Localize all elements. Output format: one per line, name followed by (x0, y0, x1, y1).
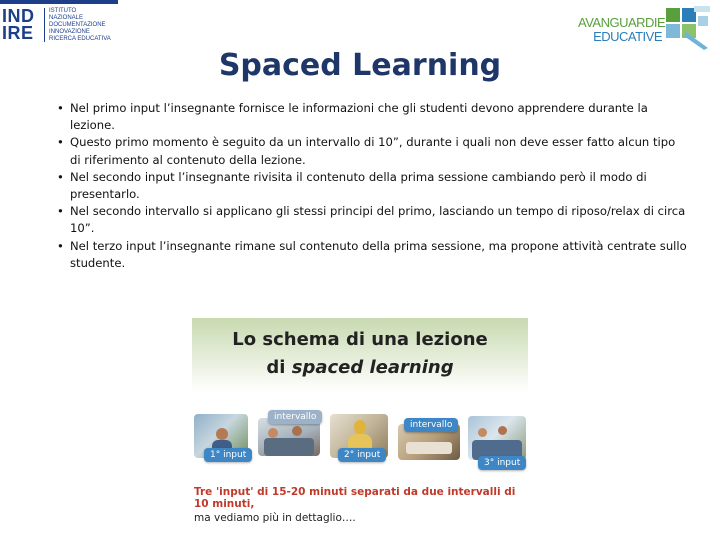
avanguardie-logo-line-1: AVANGUARDIE (578, 15, 666, 30)
indire-mark-line-2: IRE (2, 23, 34, 43)
avanguardie-emblem-icon (664, 4, 714, 54)
bullet-item (57, 100, 687, 134)
indire-text-line-5: RICERCA EDUCATIVA (49, 36, 111, 42)
bullet-glyph: • (57, 204, 64, 219)
bullet-text: Nel secondo intervallo si applicano gli stessi principi del primo, lasciando un tempo di riposo/relax di circa 10”. (70, 204, 686, 236)
logo-top-bar (0, 0, 118, 4)
indire-text-line-1: ISTITUTO (49, 8, 77, 14)
bullet-item (57, 203, 687, 237)
bullet-item (57, 238, 687, 272)
slide-title: Spaced Learning (218, 48, 502, 83)
indire-text-line-3: DOCUMENTAZIONE (49, 22, 106, 28)
bullet-glyph: • (57, 238, 64, 253)
bullet-text: Nel secondo input l’insegnante rivisita il contenuto della prima sessione cambiando però il modo di presentarlo. (70, 169, 647, 202)
indire-logo (0, 0, 118, 46)
schema-note-red: Tre 'input' di 15-20 minuti separati da due intervalli di 10 minuti, (194, 486, 516, 510)
schema-heading-line-1: Lo schema di una lezione (232, 329, 488, 350)
indire-logo-mark (2, 8, 42, 42)
schema-heading-prefix: di (266, 357, 292, 378)
interval-1-label: intervallo (268, 410, 322, 424)
bullet-list (57, 100, 687, 272)
bullet-item (57, 169, 687, 203)
input-3-label: 3° input (478, 456, 526, 470)
spaced-learning-schema-image (192, 318, 528, 530)
schema-heading-line-2 (192, 356, 528, 380)
bullet-glyph: • (57, 135, 64, 150)
bullet-item (57, 134, 687, 168)
input-2-label: 2° input (338, 448, 386, 462)
indire-text-line-4: INNOVAZIONE (49, 29, 90, 35)
bullet-text: Questo primo momento è seguito da un intervallo di 10”, durante i quali non deve esser fatto alcun tipo di riferimento al contenuto della lezione. (70, 135, 676, 167)
indire-logo-text (49, 8, 117, 43)
bullet-glyph: • (57, 169, 64, 184)
indire-logo-separator (44, 8, 45, 42)
interval-2-label: intervallo (404, 418, 458, 432)
indire-text-line-2: NAZIONALE (49, 15, 84, 21)
avanguardie-logo (578, 4, 716, 52)
bullet-glyph: • (57, 101, 64, 115)
bullet-text: Nel primo input l’insegnante fornisce le informazioni che gli studenti devono apprendere durante la lezione. (70, 101, 648, 133)
indire-mark-line-1: IND (2, 6, 35, 26)
avanguardie-logo-line-2: EDUCATIVE (593, 29, 662, 44)
schema-note-dark: ma vediamo più in dettaglio…. (194, 512, 356, 524)
bullet-text: Nel terzo input l’insegnante rimane sul contenuto della prima sessione, ma propone attività centrate sullo studente. (70, 238, 687, 270)
input-1-label: 1° input (204, 448, 252, 462)
schema-heading-italic: spaced learning (291, 357, 454, 378)
classroom-photo-5 (468, 416, 526, 460)
